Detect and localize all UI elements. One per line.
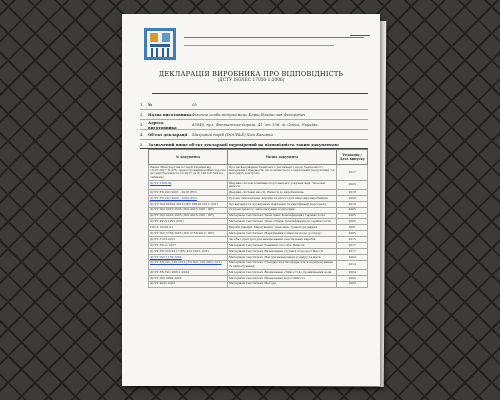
cell-year: 2019 [337,201,368,207]
cell-name: Матеріали текстильні. Типи швів. Класифікація і термінологія [227,213,337,219]
cell-year: 2017 [337,242,368,248]
cell-name: Матеріали текстильні. Зовнішні способи. Вимоги [227,242,337,248]
info-num: 4. [140,132,144,137]
table-row [149,165,368,181]
cell-doc: ДСТУ EN 4: 2017 [149,242,228,248]
cell-doc: ДСТУ ISO 3758:2005 (ISO 3758:2012, IDT) [149,231,228,237]
info-label: Адреса виготовника [148,119,177,130]
cell-doc: ДСТУ EN 453:2017 (EN 453:2015, IDT) [149,248,228,254]
info-row [140,140,368,149]
cell-year: 2005 [337,213,368,219]
cell-year: 2003 [337,180,368,189]
header-mark [350,35,370,36]
table-row [149,281,368,287]
cell-doc: ДСТУ 4035 2003 [149,281,228,287]
cell-name: Організація та проведення навчання та кваліфікації персоналу [227,201,337,207]
cell-name: Матеріали текстильні. Маркування (символи щодо догляду) [227,231,337,237]
declaration-info [140,100,368,149]
info-value: 65040, вул. Фонтанська дорога, 41, кв. 158, м. Одеса, Україна [192,122,318,127]
column-header-doc: № документа [149,150,228,165]
info-num: 5. [140,141,144,147]
cell-year: 2017 [337,248,368,254]
standards-table [148,149,368,288]
cell-name: Матеріали текстильні. Типи стібків. Класифікація та термінологія [227,219,337,225]
cell-year: 2009 [337,195,368,201]
cell-doc: ДСТУ 4915:1991 (IDT) [149,219,228,225]
cell-year: 1991 [337,225,368,231]
cell-year: 2004 [337,254,368,260]
info-value: Фізична особа підприємець Борщ Владислав Федорович [192,112,306,117]
cell-doc[interactable]: ДСТУ EN ISO 9002 - 2009 (EN) [149,195,228,201]
cell-name: Рулони синтетичних виробів та якості для шкірових виробництв [227,195,337,201]
cell-name: Шарики систем зовнішньоторговельної документації. Загальні вимоги [227,180,337,189]
cell-doc: ДСТУ EN ISO 9001 - 2018 (EN) [149,189,228,195]
cell-name: Матеріали текстильні. Методи визначення розміру та маси [227,254,337,260]
table-row [149,180,368,189]
info-num: 3. [140,122,144,127]
info-value: Махровий виріб (DOUBLE) Хим Бавовна [192,132,273,137]
cell-doc: ДСТУ 3133:2015 [149,237,228,243]
header-line [184,37,364,38]
cell-name: Засоби і пристрої для вимірювання текстильних виробів [227,237,337,243]
cell-name: Матеріали текстильні. Визначення водостійкості [227,275,337,281]
cell-name: Матеріали текстильні. Визначення ступеня кольоростійкості [227,248,337,254]
info-row [140,120,368,130]
cell-doc: ДСТУ EN ISO 20811:2004 [149,269,228,275]
cell-name: Вироби швейні. Маркування, упаковка, транспортування [227,225,337,231]
cell-year: 2017 [337,165,368,181]
cell-name: Ступені захисту, забезпечувані корпусами [227,207,337,213]
cell-year: 2005 [337,219,368,225]
table-body [149,165,368,288]
info-label: № [148,102,153,107]
cell-doc: ДСТУ ISO 4915:2005 (ISO 4915:1991, IDT) [149,207,228,213]
cell-name: Матеріали текстильні. Методи [227,281,337,287]
cell-doc: ДСТУ ISO 60520:2019 (IEC 60520:2011, IDT) [149,201,228,207]
cell-year: 2015 [337,237,368,243]
title-rule [152,93,368,94]
cell-doc[interactable]: ДСТУ EN ISO 139:2014 (EN ISO 139:2005, IDT) [149,260,228,269]
cell-year: 2002 [337,275,368,281]
cell-doc: Наказ Міністерства юстиції України від 18.07.2017 № 475, зареєстрований в Міністерстві юстиції України 01.12.2017 за № 1461/31329 (із змінами) [150,164,226,179]
info-row [140,110,368,120]
info-num: 2. [140,112,144,117]
info-row [140,130,368,140]
document-title: ДЕКЛАРАЦІЯ ВИРОБНИКА ПРО ВІДПОВІДНІСТЬ [158,70,344,78]
cell-name: Матеріали текстильні. Стандартні атмосфери для кондиціонування та випробування [227,260,337,269]
cell-year: 2005 [337,231,368,237]
cell-doc[interactable]: ДСТУ 2508-99 [149,180,228,189]
cell-year: 2003 [337,281,368,287]
document-subtitle: (ДСТУ ISO/IEC 17050-1:2006) [217,78,285,83]
cell-year: 2014 [337,260,368,269]
info-row [140,100,368,110]
column-header-name: Назва документа [227,150,337,165]
cell-year: 2004 [337,269,368,275]
info-num: 1. [140,102,144,107]
cell-doc: ГОСТ 10581-91 [149,225,228,231]
cell-doc: ДСТУ ISO 4920:2002 [149,275,228,281]
cell-name: Матеріали текстильні. Визначення стійкості до проникнення води [227,269,337,275]
info-value: 05 [192,102,197,107]
cell-year: 2018 [337,189,368,195]
info-label: Зазначений вище об'єкт декларації перевірений на відповідність таким документам: [148,141,340,147]
header-line-secondary [184,45,334,46]
document-page [122,14,380,386]
info-label: Об'єкт декларації [148,132,188,137]
cell-doc: ДСТУ ISO 4916:2005 (ISO 4916:1991, IDT) [149,213,228,219]
info-label: Назва виготовника [148,112,192,117]
table-header-row [149,150,368,165]
company-logo-icon [144,28,176,60]
cell-name: Шарики системи якості. Вимоги до виробництва [227,189,337,195]
cell-doc[interactable]: ДСТУ ISO 1139:2004 [149,254,228,260]
cell-name: Про затвердження Технічного регламенту щодо безпечності матеріалів і предметів, що контактують з харчовими продуктами, та методів їх контролю [227,165,337,181]
cell-year: 2005 [337,207,368,213]
column-header-year: Редакція / Дата випуску [337,150,368,165]
table-row [149,260,368,269]
